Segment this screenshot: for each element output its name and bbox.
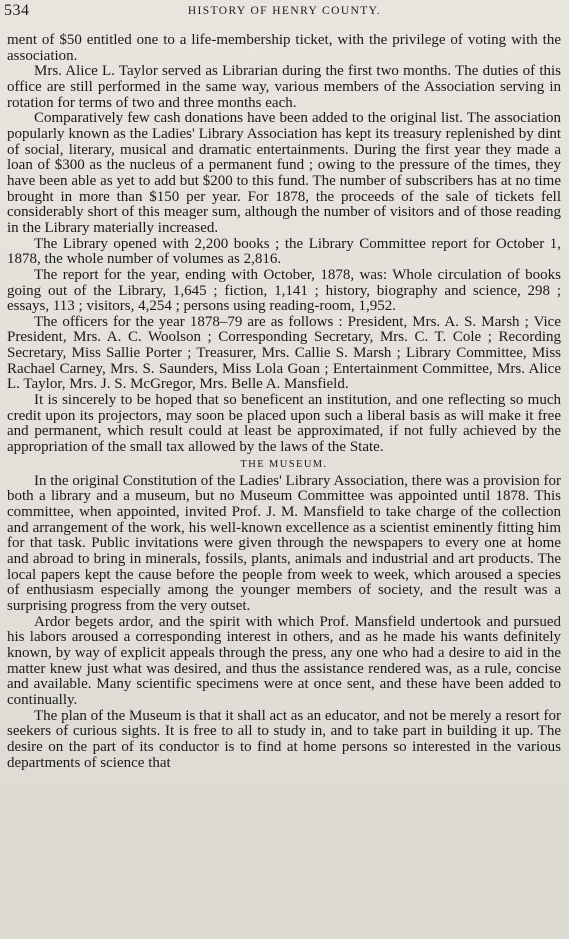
paragraph-donations: Comparatively few cash donations have been added to the original list. The association popularly known as the Ladies' Library Association has kept its treasury replenished by dint of social, literary, musical and dramatic entertainments. During the first year they made a loan of $300 as the nucleus of a permanent fund ; owing to the pressure of the times, they have been able as yet to add but $200 to this fund. The number of subscribers has at no time brought in more than $150 per year. For 1878, the proceeds of the sale of tickets fell considerably short of this meager sum, although the number of visitors and of those reading in the Library materially increased. <box>7 110 561 236</box>
paragraph-museum-plan: The plan of the Museum is that it shall act as an educator, and not be merely a resort for seekers of curious sights. It is free to all to study in, and to take part in building it up. The desire on the part of its conductor is to find at home persons so interested in the various departments of science that <box>7 707 561 771</box>
paragraph-officers: The officers for the year 1878–79 are as follows : President, Mrs. A. S. Marsh ; Vice President, Mrs. A. C. Woolson ; Corresponding Secretary, Mrs. C. T. Cole ; Recording Secretary, Miss Sallie Porter ; Treasurer, Mrs. Callie S. Marsh ; Library Committee, Miss Rachael Carney, Mrs. S. Saunders, Miss Lola Goan ; Entertainment Committee, Mrs. Alice L. Taylor, Mrs. J. S. McGregor, Mrs. Belle A. Mansfield. <box>7 313 561 393</box>
paragraph-membership: ment of $50 entitled one to a life-membership ticket, with the privilege of voting with the association. <box>7 32 561 64</box>
paragraph-museum-origin: In the original Constitution of the Ladies' Library Association, there was a provision for both a library and a museum, but no Museum Committee was appointed until 1878. This committee, when appointed, invited Prof. J. M. Mansfield to take charge of the collection and arrangement of the work, his well-known excellence as a scientist eminently fitting him for that task. Public invitations were given through the newspapers to every one at home and abroad to bring in minerals, fossils, plants, animals and industrial and art products. The local papers kept the cause before the people from week to week, which aroused a species of enthusiasm especially among the younger members of society, and the result was a surprising progress from the very outset. <box>7 472 561 614</box>
paragraph-museum-ardor: Ardor begets ardor, and the spirit with which Prof. Mansfield undertook and pursued his labors aroused a corresponding interest in others, and as he made his wants definitely known, by way of explicit appeals through the press, any one who had a desire to aid in the matter knew just what was desired, and thus the assistance rendered was, as a rule, concise and available. Many scientific specimens were at once sent, and these have been added to continually. <box>7 613 561 708</box>
page-number: 534 <box>4 2 30 19</box>
paragraph-library-opening: The Library opened with 2,200 books ; the Library Committee report for October 1, 1878, the whole number of volumes as 2,816. <box>7 235 561 268</box>
paragraph-hope: It is sincerely to be hoped that so beneficent an institution, and one reflecting so much credit upon its projectors, may soon be placed upon such a liberal basis as will make it free and permanent, which result could at least be approximated, if not fully achieved by the appropriation of the small tax allowed by the laws of the State. <box>7 392 561 456</box>
body-text <box>7 33 561 771</box>
paragraph-librarian: Mrs. Alice L. Taylor served as Librarian during the first two months. The duties of this office are still performed in the same way, various members of the Association serving in rotation for terms of two and three months each. <box>7 63 561 111</box>
running-head: HISTORY OF HENRY COUNTY. <box>187 5 382 17</box>
paragraph-annual-report: The report for the year, ending with October, 1878, was: Whole circulation of books going out of the Library, 1,645 ; fiction, 1,141 ; history, biography and science, 298 ; essays, 113 ; visitors, 4,254 ; persons using reading-room, 1,952. <box>7 266 561 315</box>
page-header <box>0 0 569 24</box>
section-heading-museum: THE MUSEUM. <box>240 458 328 470</box>
